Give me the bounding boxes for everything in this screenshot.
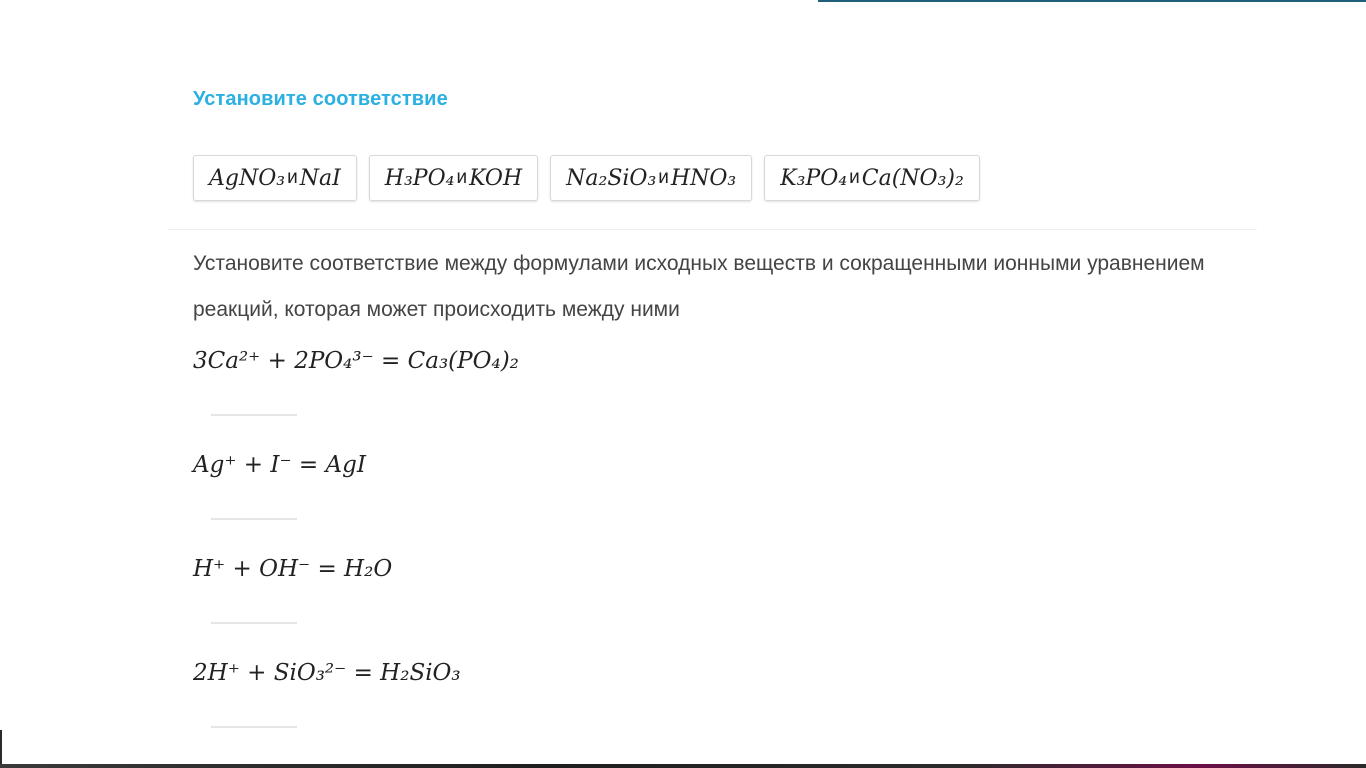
option-conjunction: и — [658, 167, 669, 188]
option-conjunction: и — [849, 167, 860, 188]
option-right-formula: Ca(NO₃)₂ — [861, 165, 964, 191]
equation-formula: 3Ca²⁺ + 2PO₄³⁻ = Ca₃(PO₄)₂ — [193, 348, 519, 374]
task-title: Установите соответствие — [193, 88, 448, 110]
window-edge-left — [0, 730, 2, 768]
window-edge-bottom — [0, 764, 1366, 768]
equations-list — [193, 341, 1257, 757]
equation-row — [193, 445, 1257, 549]
option-right-formula: KOH — [469, 165, 523, 191]
option-conjunction: и — [456, 167, 468, 188]
option-right-formula: NaI — [299, 165, 341, 191]
option-left-formula: AgNO₃ — [209, 165, 286, 191]
equation-formula: Ag⁺ + I⁻ = AgI — [193, 452, 366, 478]
task-content — [193, 84, 1257, 757]
option-left-formula: K₃PO₄ — [780, 165, 848, 191]
top-accent-bar — [818, 0, 1366, 2]
option-h3po4-koh[interactable] — [369, 155, 538, 201]
option-k3po4-cano32[interactable] — [764, 155, 980, 201]
option-agno3-nai[interactable] — [193, 155, 357, 201]
answer-drop-slot[interactable] — [211, 622, 297, 624]
question-text: Установите соответствие между формулами исходных веществ и сокращенными ионными уравнением реакций, которая может происходить между ними — [193, 252, 1205, 321]
answer-drop-slot[interactable] — [211, 414, 297, 416]
section-divider — [168, 229, 1257, 230]
equation-row — [193, 549, 1257, 653]
answer-drop-slot[interactable] — [211, 518, 297, 520]
equation-formula: H⁺ + OH⁻ = H₂O — [193, 556, 393, 582]
equation-row — [193, 653, 1257, 757]
answer-drop-slot[interactable] — [211, 726, 297, 728]
option-left-formula: H₃PO₄ — [384, 165, 455, 191]
option-left-formula: Na₂SiO₃ — [566, 165, 657, 191]
equation-row — [193, 341, 1257, 445]
option-right-formula: HNO₃ — [670, 165, 737, 191]
option-conjunction: и — [287, 167, 298, 188]
option-na2sio3-hno3[interactable] — [550, 155, 752, 201]
equation-formula: 2H⁺ + SiO₃²⁻ = H₂SiO₃ — [193, 660, 461, 686]
options-pool — [193, 155, 1257, 201]
